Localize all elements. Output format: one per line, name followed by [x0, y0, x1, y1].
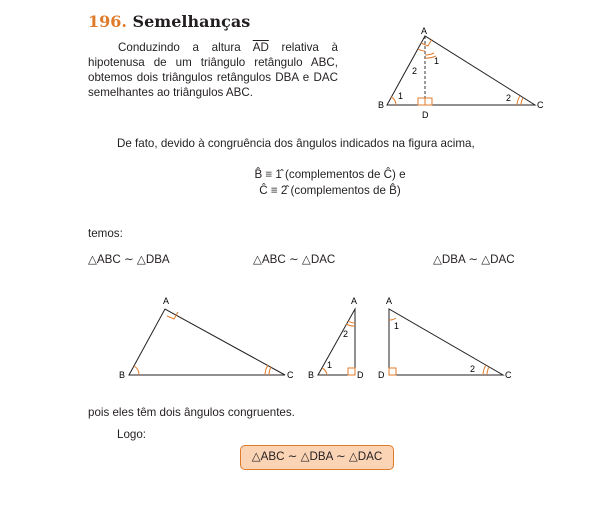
temos-label: temos: — [88, 227, 123, 240]
main-triangle-figure — [370, 25, 550, 125]
angle-mark-1 — [418, 49, 425, 51]
abc-label-a: A — [163, 296, 170, 306]
dba-label-angle-1: 1 — [327, 360, 333, 370]
dac-label-angle-1: 1 — [394, 321, 400, 331]
label-a: A — [421, 26, 428, 36]
label-d: D — [422, 110, 429, 120]
congruence-line-2: Ĉ ≡ 2̂ (complementos de B̂) — [259, 184, 401, 197]
section-heading: Semelhanças — [132, 12, 251, 31]
triangle-dba-separate — [308, 296, 364, 380]
fact-sentence: De fato, devido à congruência dos ângulos indicados na figura acima, — [117, 137, 475, 150]
section-title — [88, 12, 250, 31]
abc-label-c: C — [287, 370, 294, 380]
dba-label-d: D — [357, 370, 364, 380]
angle-mark-b — [391, 97, 396, 105]
intro-paragraph: Conduzindo a altura $\overline{AD}$ relativa à hipotenusa de um triângulo retângulo ABC, obtemos dois triângulos retângulos DBA e DAC semelhantes ao triângulos ABC. — [88, 41, 338, 99]
angle-mark-2 — [425, 53, 434, 55]
congruence-line-1: B̂ ≡ 1̂ (complementos de Ĉ) e — [254, 168, 406, 181]
right-angle-d — [425, 98, 432, 105]
label-angle-2-c: 2 — [506, 93, 512, 103]
section-number: 196. — [88, 12, 127, 31]
similarity-abc-dba: △ABC ∼ △DBA — [88, 253, 170, 266]
dac-label-d: D — [378, 370, 385, 380]
dba-label-a: A — [351, 296, 358, 306]
triangle-abc-separate — [119, 296, 294, 380]
triangle-dac-separate — [378, 296, 512, 380]
reason-sentence: pois eles têm dois ângulos congruentes. — [88, 406, 295, 419]
dac-label-c: C — [505, 370, 512, 380]
logo-label: Logo: — [117, 428, 147, 441]
label-c: C — [537, 100, 544, 110]
dba-label-b: B — [308, 370, 315, 380]
dac-label-a: A — [386, 296, 393, 306]
dac-label-angle-2: 2 — [470, 364, 476, 374]
similarity-dba-dac: △DBA ∼ △DAC — [433, 253, 515, 266]
triangles-figure — [112, 292, 522, 387]
angle-mark-c — [521, 98, 523, 105]
label-b: B — [378, 100, 385, 110]
abc-label-b: B — [119, 370, 126, 380]
triangle-abc — [387, 36, 535, 105]
conclusion-box: △ABC ∼ △DBA ∼ △DAC — [240, 445, 394, 470]
label-angle-1: 1 — [434, 56, 440, 66]
segment-ad: $\overline{AD}$ — [252, 41, 269, 54]
dba-label-angle-2: 2 — [343, 329, 349, 339]
label-angle-1-b: 1 — [398, 91, 404, 101]
similarity-abc-dac: △ABC ∼ △DAC — [253, 253, 336, 266]
label-angle-2: 2 — [412, 66, 418, 76]
